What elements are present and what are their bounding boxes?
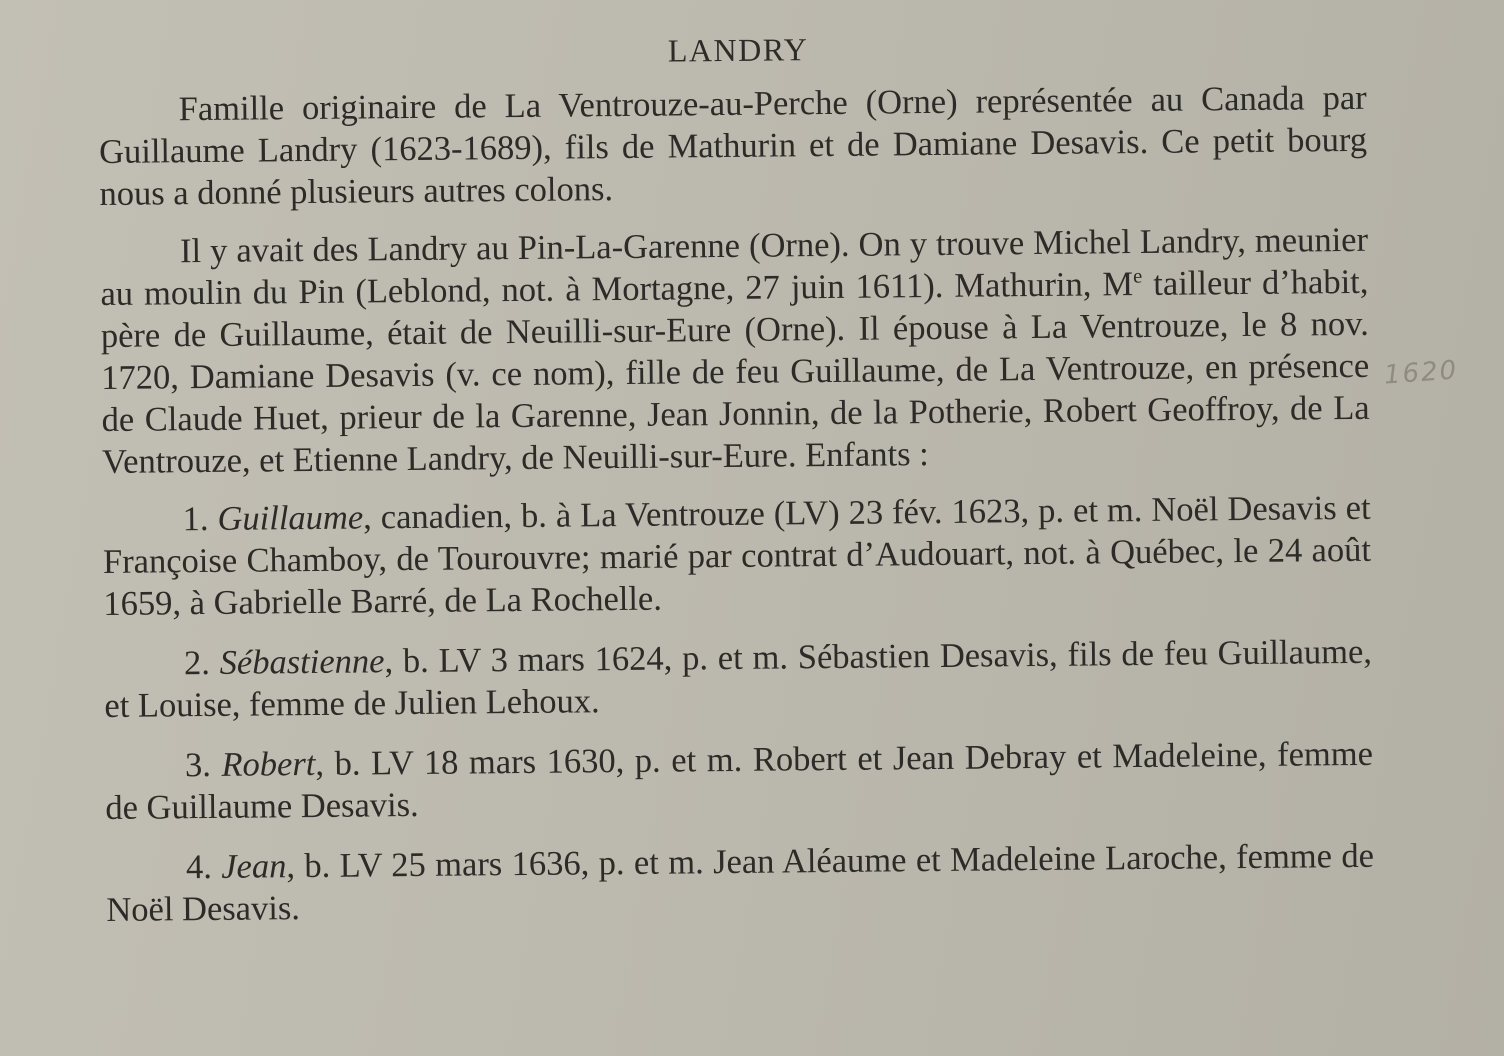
child-details: , b. LV 25 mars 1636, p. et m. Jean Aléaume et Madeleine Laroche, femme de Noël Desavis.	[106, 836, 1375, 929]
child-entry-1	[102, 487, 1371, 625]
handwritten-margin-note: 1620	[1383, 355, 1460, 391]
child-name: Robert	[221, 744, 316, 784]
child-number: 4.	[185, 847, 213, 887]
child-name: Jean	[221, 847, 287, 886]
history-text-part2: tailleur d’habit, père de Guillaume, était de Neuilli-sur-Eure (Orne). Il épouse à La Ventrouze, le 8 nov. 1720, Damiane Desavis (v. ce nom), fille de feu Guillaume, de La Ventrouze, en présence de Claude Huet, prieur de la Garenne, Jean Jonnin, de la Potherie, Robert Geoffroy, de La Ventrouze, et Etienne Landry, de Neuilli-sur-Eure. Enfants :	[100, 262, 1370, 481]
child-number: 3.	[184, 745, 212, 785]
history-text-part1: Il y avait des Landry au Pin-La-Garenne (Orne). On y trouve Michel Landry, meunier au moulin du Pin (Leblond, not. à Mortagne, 27 juin 1611). Mathurin, M	[100, 220, 1369, 313]
child-name: Sébastienne	[219, 642, 385, 682]
child-entry-2	[104, 631, 1373, 727]
page-title: LANDRY	[667, 31, 809, 69]
intro-paragraph	[98, 77, 1367, 215]
history-paragraph	[100, 219, 1370, 483]
child-entry-3	[105, 733, 1374, 829]
child-name: Guillaume	[217, 498, 364, 538]
superscript-e: e	[1132, 265, 1143, 288]
intro-text: Famille originaire de La Ventrouze-au-Perche (Orne) représentée au Canada par Guillaume Landry (1623-1689), fils de Mathurin et de Damiane Desavis. Ce petit bourg nous a donné plusieurs autres colons.	[98, 78, 1368, 213]
child-number: 1.	[182, 499, 209, 539]
child-details: , b. LV 18 mars 1630, p. et m. Robert et Jean Debray et Madeleine, femme de Guillaume Desavis.	[105, 734, 1374, 827]
child-entry-4	[106, 835, 1375, 931]
child-number: 2.	[183, 643, 211, 683]
child-details: , canadien, b. à La Ventrouze (LV) 23 fév. 1623, p. et m. Noël Desavis et Françoise Chamboy, de Tourouvre; marié par contrat d’Audouart, not. à Québec, le 24 août 1659, à Gabrielle Barré, de La Rochelle.	[102, 488, 1372, 623]
book-page	[98, 26, 1375, 949]
child-details: , b. LV 3 mars 1624, p. et m. Sébastien Desavis, fils de feu Guillaume, et Louise, femme de Julien Lehoux.	[104, 632, 1373, 725]
